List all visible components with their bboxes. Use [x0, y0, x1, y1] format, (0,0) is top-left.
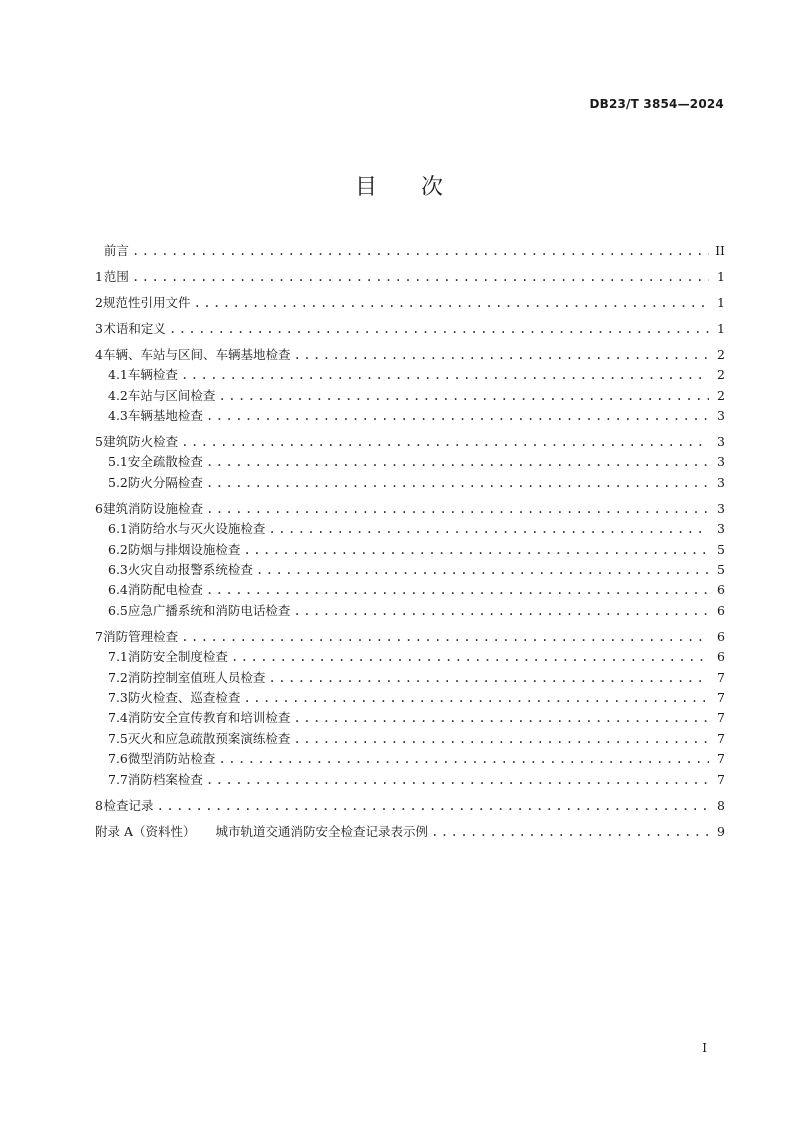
toc-entry-label: 建筑防火检查 — [103, 434, 179, 450]
dot-leader — [206, 452, 709, 472]
toc-entry-page: 6 — [717, 628, 725, 644]
toc-entry-page: 1 — [717, 294, 725, 310]
toc-entry-label: 城市轨道交通消防安全检查记录表示例 — [215, 823, 429, 839]
toc-entry-page: 1 — [717, 320, 725, 336]
toc-entry[interactable] — [95, 580, 725, 600]
toc-entry-number: 5.1 — [108, 454, 128, 470]
toc-entry-number: 7 — [95, 628, 103, 644]
toc-entry-number: 5 — [95, 434, 103, 450]
toc-entry-page: 3 — [717, 434, 725, 450]
dot-leader — [293, 729, 709, 749]
toc-entry[interactable] — [95, 540, 725, 560]
toc-entry-page: 7 — [717, 771, 725, 787]
document-code: DB23/T 3854—2024 — [589, 97, 724, 111]
toc-entry[interactable] — [95, 293, 725, 313]
dot-leader — [193, 293, 709, 313]
toc-entry-label: 火灾自动报警系统检查 — [127, 562, 253, 578]
dot-leader — [256, 560, 709, 580]
dot-leader — [293, 345, 709, 365]
toc-entry-label: 应急广播系统和消防电话检查 — [127, 602, 291, 618]
dot-leader — [181, 627, 709, 647]
dot-leader — [268, 668, 709, 688]
dot-leader — [181, 365, 709, 385]
toc-entry[interactable] — [95, 432, 725, 452]
dot-leader — [157, 796, 709, 816]
toc-entry-label: 消防管理检查 — [103, 628, 179, 644]
dot-leader — [206, 499, 709, 519]
toc-entry-number: 8 — [95, 797, 103, 813]
toc-entry[interactable] — [95, 749, 725, 769]
toc-entry-page: 9 — [717, 823, 725, 839]
toc-entry-page: II — [715, 243, 725, 258]
dot-leader — [206, 770, 709, 790]
toc-entry-number: 6.2 — [108, 541, 128, 557]
toc-entry[interactable] — [95, 267, 725, 287]
toc-entry-number: 7.4 — [108, 710, 128, 726]
toc-entry-page: 3 — [717, 500, 725, 516]
dot-leader — [218, 749, 709, 769]
toc-entry[interactable] — [95, 560, 725, 580]
toc-entry[interactable] — [95, 406, 725, 426]
dot-leader — [243, 688, 709, 708]
dot-leader — [181, 432, 709, 452]
toc-entry-label: 检查记录 — [103, 797, 154, 813]
dot-leader — [169, 319, 709, 339]
toc-entry-number: 4.1 — [108, 367, 128, 383]
toc-entry-label: 术语和定义 — [103, 320, 166, 336]
toc-entry-label: 消防控制室值班人员检查 — [127, 669, 266, 685]
toc-entry-page: 6 — [717, 649, 725, 665]
toc-entry[interactable] — [95, 345, 725, 365]
toc-entry-label: 防烟与排烟设施检查 — [127, 541, 241, 557]
toc-entry[interactable] — [95, 708, 725, 728]
toc-entry[interactable] — [95, 822, 725, 842]
toc-entry-label: 安全疏散检查 — [127, 454, 203, 470]
toc-entry-label: 车辆检查 — [127, 367, 178, 383]
toc-entry-number: 6.5 — [108, 602, 128, 618]
toc-entry-page: 6 — [717, 582, 725, 598]
dot-leader — [293, 601, 709, 621]
toc-entry-number: 6.4 — [108, 582, 128, 598]
toc-entry-label: 车辆基地检查 — [127, 408, 203, 424]
title-char-2: 次 — [421, 175, 446, 200]
toc-entry-number: 6.3 — [108, 562, 128, 578]
toc-entry[interactable] — [95, 770, 725, 790]
toc-entry-page: 1 — [717, 268, 725, 284]
toc-entry[interactable] — [95, 601, 725, 621]
toc-entry-label: 范围 — [103, 268, 129, 284]
dot-leader — [268, 519, 709, 539]
dot-leader — [132, 267, 709, 287]
toc-entry-label: 建筑消防设施检查 — [102, 500, 203, 516]
toc-entry-page: 7 — [717, 751, 725, 767]
toc-entry-number: 4.3 — [108, 408, 128, 424]
toc-entry-page: 5 — [717, 541, 725, 557]
toc-entry-page: 3 — [717, 521, 725, 537]
page-number: I — [702, 1041, 707, 1055]
toc-entry-page: 3 — [717, 454, 725, 470]
toc-entry-page: 7 — [717, 730, 725, 746]
toc-entry-label: 前言 — [103, 243, 129, 258]
title-char-1: 目 — [354, 175, 379, 200]
toc-entry-label: 消防给水与灭火设施检查 — [127, 521, 266, 537]
toc-entry-number: 附录 A（资料性） — [95, 823, 196, 839]
toc-entry-number: 6 — [95, 500, 103, 516]
table-of-contents — [95, 241, 725, 842]
toc-entry[interactable] — [95, 499, 725, 519]
toc-entry[interactable] — [95, 519, 725, 539]
toc-entry-number: 2 — [95, 294, 103, 310]
toc-entry[interactable] — [95, 729, 725, 749]
toc-entry-label: 消防安全宣传教育和培训检查 — [127, 710, 291, 726]
toc-entry[interactable] — [95, 688, 725, 708]
toc-entry[interactable] — [95, 365, 725, 385]
dot-leader — [431, 822, 709, 842]
toc-entry-number: 4 — [95, 346, 103, 362]
toc-entry-label: 防火分隔检查 — [127, 474, 203, 490]
toc-entry-label: 防火检查、巡查检查 — [127, 689, 241, 705]
toc-entry[interactable] — [95, 796, 725, 816]
dot-leader — [243, 540, 709, 560]
toc-entry[interactable] — [95, 627, 725, 647]
toc-entry-number: 7.2 — [108, 669, 128, 685]
toc-entry-number: 3 — [95, 320, 103, 336]
toc-entry-page: 2 — [717, 387, 725, 403]
toc-entry-label: 车辆、车站与区间、车辆基地检查 — [102, 346, 291, 362]
toc-entry-page: 7 — [717, 669, 725, 685]
dot-leader — [206, 580, 709, 600]
toc-entry-number: 7.7 — [108, 771, 128, 787]
page-title — [0, 170, 800, 201]
toc-entry-number: 7.5 — [108, 730, 128, 746]
dot-leader — [132, 241, 709, 261]
toc-entry-number: 7.6 — [108, 751, 128, 767]
toc-entry-page: 2 — [717, 367, 725, 383]
toc-entry-page: 5 — [717, 562, 725, 578]
toc-entry-page: 7 — [717, 710, 725, 726]
toc-entry-number: 4.2 — [108, 387, 128, 403]
toc-entry-page: 6 — [717, 602, 725, 618]
toc-entry-label: 灭火和应急疏散预案演练检查 — [127, 730, 291, 746]
dot-leader — [218, 386, 709, 406]
dot-leader — [206, 473, 709, 493]
toc-entry[interactable] — [95, 386, 725, 406]
toc-entry-page: 3 — [717, 408, 725, 424]
toc-entry[interactable] — [95, 319, 725, 339]
toc-entry-page: 2 — [717, 346, 725, 362]
toc-entry-page: 3 — [717, 474, 725, 490]
toc-entry-page: 7 — [717, 689, 725, 705]
toc-entry-label: 规范性引用文件 — [102, 294, 191, 310]
toc-entry-label: 消防配电检查 — [127, 582, 203, 598]
dot-leader — [206, 406, 709, 426]
toc-entry-label: 消防安全制度检查 — [127, 649, 228, 665]
toc-entry[interactable] — [95, 647, 725, 667]
toc-entry-label: 消防档案检查 — [127, 771, 203, 787]
dot-leader — [231, 647, 709, 667]
toc-entry[interactable] — [95, 241, 725, 261]
toc-entry-label: 微型消防站检查 — [127, 751, 216, 767]
toc-entry-number: 7.1 — [108, 649, 128, 665]
toc-entry-number: 5.2 — [108, 474, 128, 490]
toc-entry[interactable] — [95, 668, 725, 688]
toc-entry[interactable] — [95, 473, 725, 493]
toc-entry-number: 6.1 — [108, 521, 128, 537]
toc-entry-page: 8 — [717, 797, 725, 813]
dot-leader — [293, 708, 709, 728]
toc-entry-number: 1 — [95, 268, 103, 284]
toc-entry-label: 车站与区间检查 — [127, 387, 216, 403]
toc-entry-number: 7.3 — [108, 689, 128, 705]
toc-entry[interactable] — [95, 452, 725, 472]
